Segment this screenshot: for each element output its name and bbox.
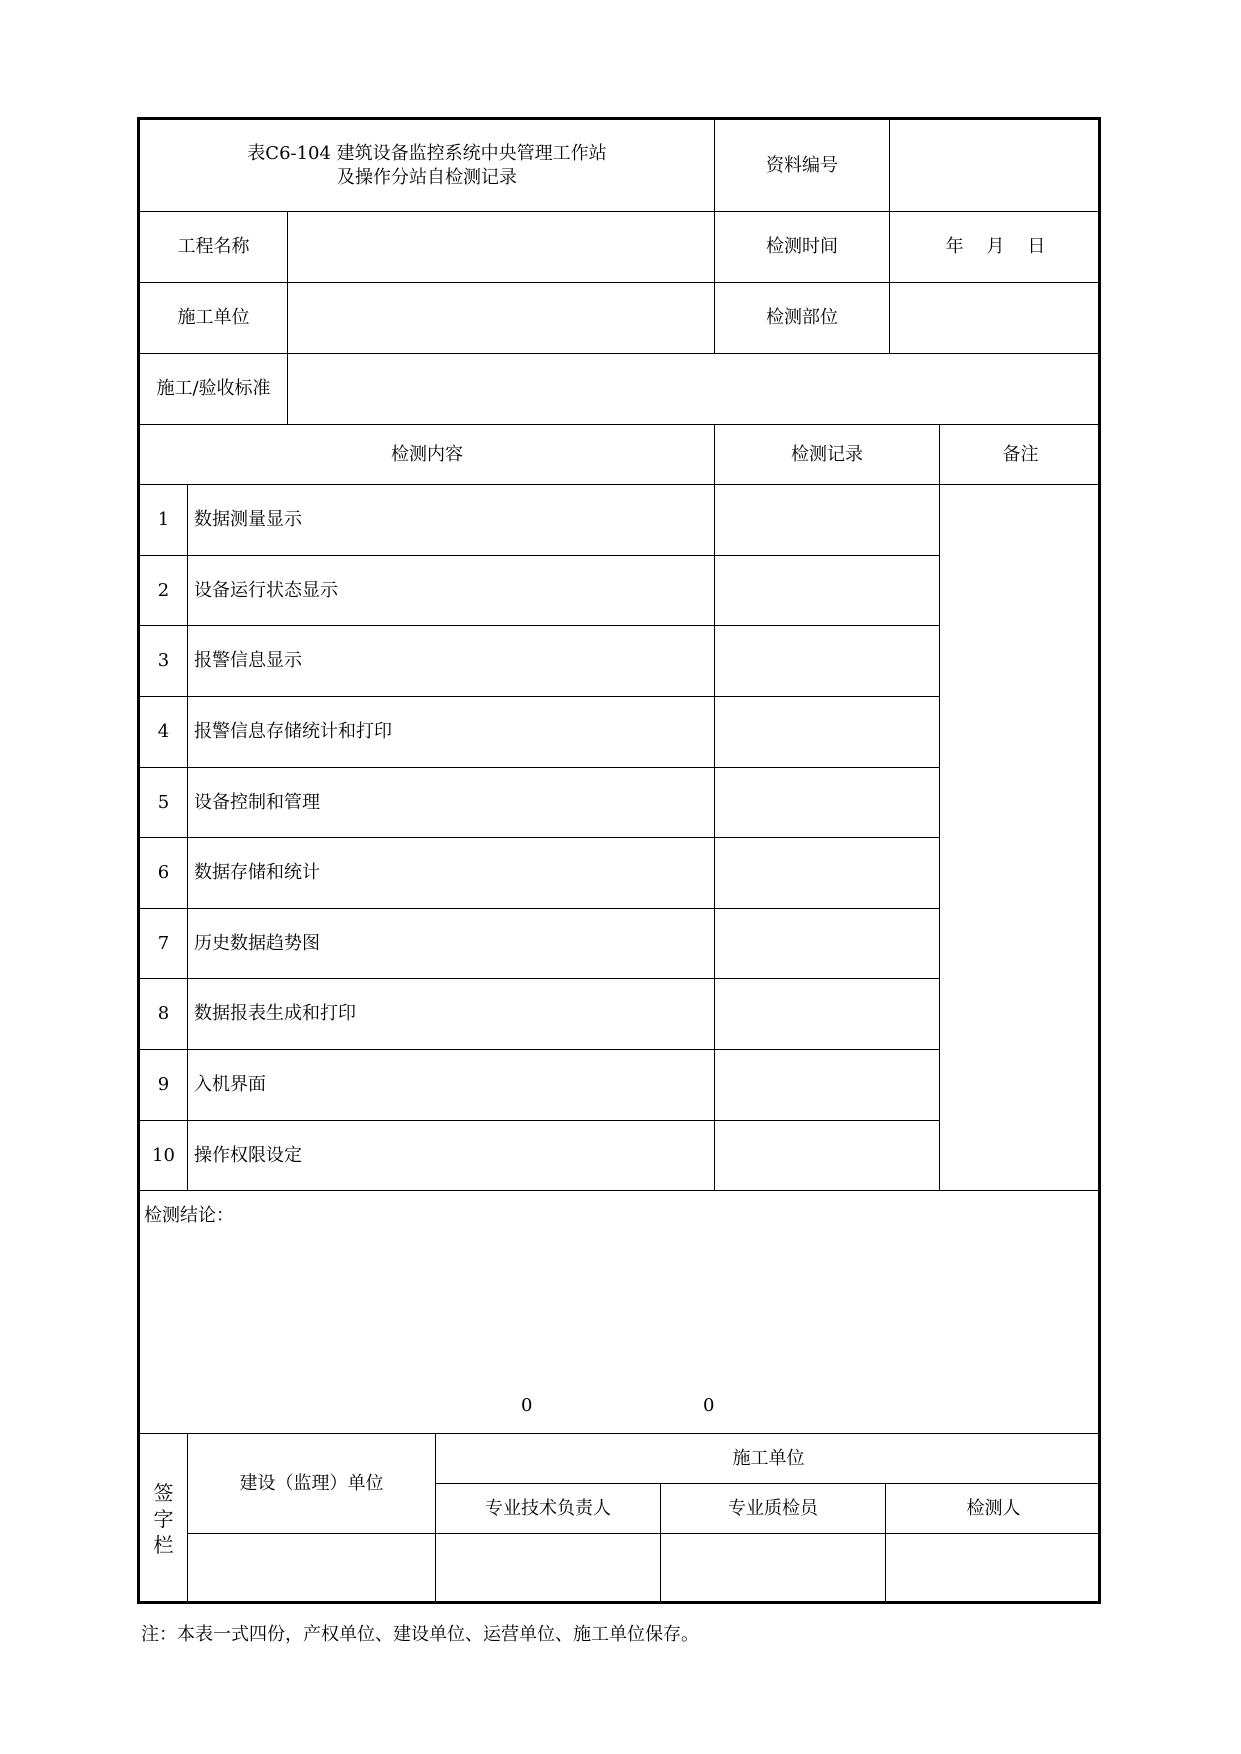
row-no: 7 xyxy=(140,909,188,979)
qc-signature-field[interactable] xyxy=(661,1534,886,1604)
test-location-label: 检测部位 xyxy=(715,283,890,354)
row-item: 历史数据趋势图 xyxy=(188,909,715,979)
row-no: 4 xyxy=(140,697,188,768)
project-name-field[interactable] xyxy=(288,212,715,283)
row-no: 10 xyxy=(140,1121,188,1191)
form-title-line1: 表C6-104 建筑设备监控系统中央管理工作站 xyxy=(247,142,607,164)
standard-label: 施工/验收标准 xyxy=(140,354,288,425)
row-item: 数据存储和统计 xyxy=(188,838,715,909)
row-item: 报警信息存储统计和打印 xyxy=(188,697,715,768)
row-no: 2 xyxy=(140,556,188,626)
row-item: 数据测量显示 xyxy=(188,485,715,556)
row-record-field[interactable] xyxy=(715,626,940,697)
tech-lead-label: 专业技术负责人 xyxy=(436,1484,661,1534)
form-title-line2: 及操作分站自检测记录 xyxy=(337,166,517,188)
row-item: 操作权限设定 xyxy=(188,1121,715,1191)
signature-section-label: 签 字 栏 xyxy=(140,1434,188,1604)
standard-field[interactable] xyxy=(288,354,1101,425)
doc-no-label: 资料编号 xyxy=(715,120,890,212)
row-record-field[interactable] xyxy=(715,838,940,909)
test-time-label: 检测时间 xyxy=(715,212,890,283)
remark-field[interactable] xyxy=(940,485,1101,1191)
row-record-field[interactable] xyxy=(715,697,940,768)
contractor-field[interactable] xyxy=(288,283,715,354)
owner-signature-field[interactable] xyxy=(188,1534,436,1604)
row-item: 报警信息显示 xyxy=(188,626,715,697)
row-record-field[interactable] xyxy=(715,485,940,556)
row-no: 5 xyxy=(140,768,188,838)
row-record-field[interactable] xyxy=(715,768,940,838)
conclusion-label: 检测结论： xyxy=(144,1205,234,1226)
col-header-record: 检测记录 xyxy=(715,425,940,485)
test-location-field[interactable] xyxy=(890,283,1101,354)
col-header-remark: 备注 xyxy=(940,425,1101,485)
row-no: 1 xyxy=(140,485,188,556)
contractor-label: 施工单位 xyxy=(140,283,288,354)
owner-label: 建设（监理）单位 xyxy=(188,1434,436,1534)
conclusion-value-b: 0 xyxy=(703,1395,715,1416)
row-record-field[interactable] xyxy=(715,1121,940,1191)
tester-signature-field[interactable] xyxy=(886,1534,1101,1604)
tester-label: 检测人 xyxy=(886,1484,1101,1534)
test-date-field[interactable] xyxy=(890,212,1101,283)
row-no: 9 xyxy=(140,1050,188,1121)
row-item: 设备控制和管理 xyxy=(188,768,715,838)
row-record-field[interactable] xyxy=(715,556,940,626)
col-header-content: 检测内容 xyxy=(140,425,715,485)
doc-no-field[interactable] xyxy=(890,120,1101,212)
footer-note: 注：本表一式四份，产权单位、建设单位、运营单位、施工单位保存。 xyxy=(141,1624,699,1645)
row-item: 入机界面 xyxy=(188,1050,715,1121)
contractor-sign-header: 施工单位 xyxy=(436,1434,1101,1484)
inspection-record-form xyxy=(137,117,1101,1604)
row-item: 设备运行状态显示 xyxy=(188,556,715,626)
row-record-field[interactable] xyxy=(715,909,940,979)
conclusion-value-a: 0 xyxy=(521,1395,533,1416)
project-name-label: 工程名称 xyxy=(140,212,288,283)
row-item: 数据报表生成和打印 xyxy=(188,979,715,1050)
form-title xyxy=(140,120,715,212)
row-no: 8 xyxy=(140,979,188,1050)
tech-lead-signature-field[interactable] xyxy=(436,1534,661,1604)
row-record-field[interactable] xyxy=(715,1050,940,1121)
test-date-text: 年 月 日 xyxy=(945,236,1046,257)
row-no: 6 xyxy=(140,838,188,909)
row-record-field[interactable] xyxy=(715,979,940,1050)
qc-label: 专业质检员 xyxy=(661,1484,886,1534)
row-no: 3 xyxy=(140,626,188,697)
conclusion-box[interactable] xyxy=(140,1191,1101,1434)
